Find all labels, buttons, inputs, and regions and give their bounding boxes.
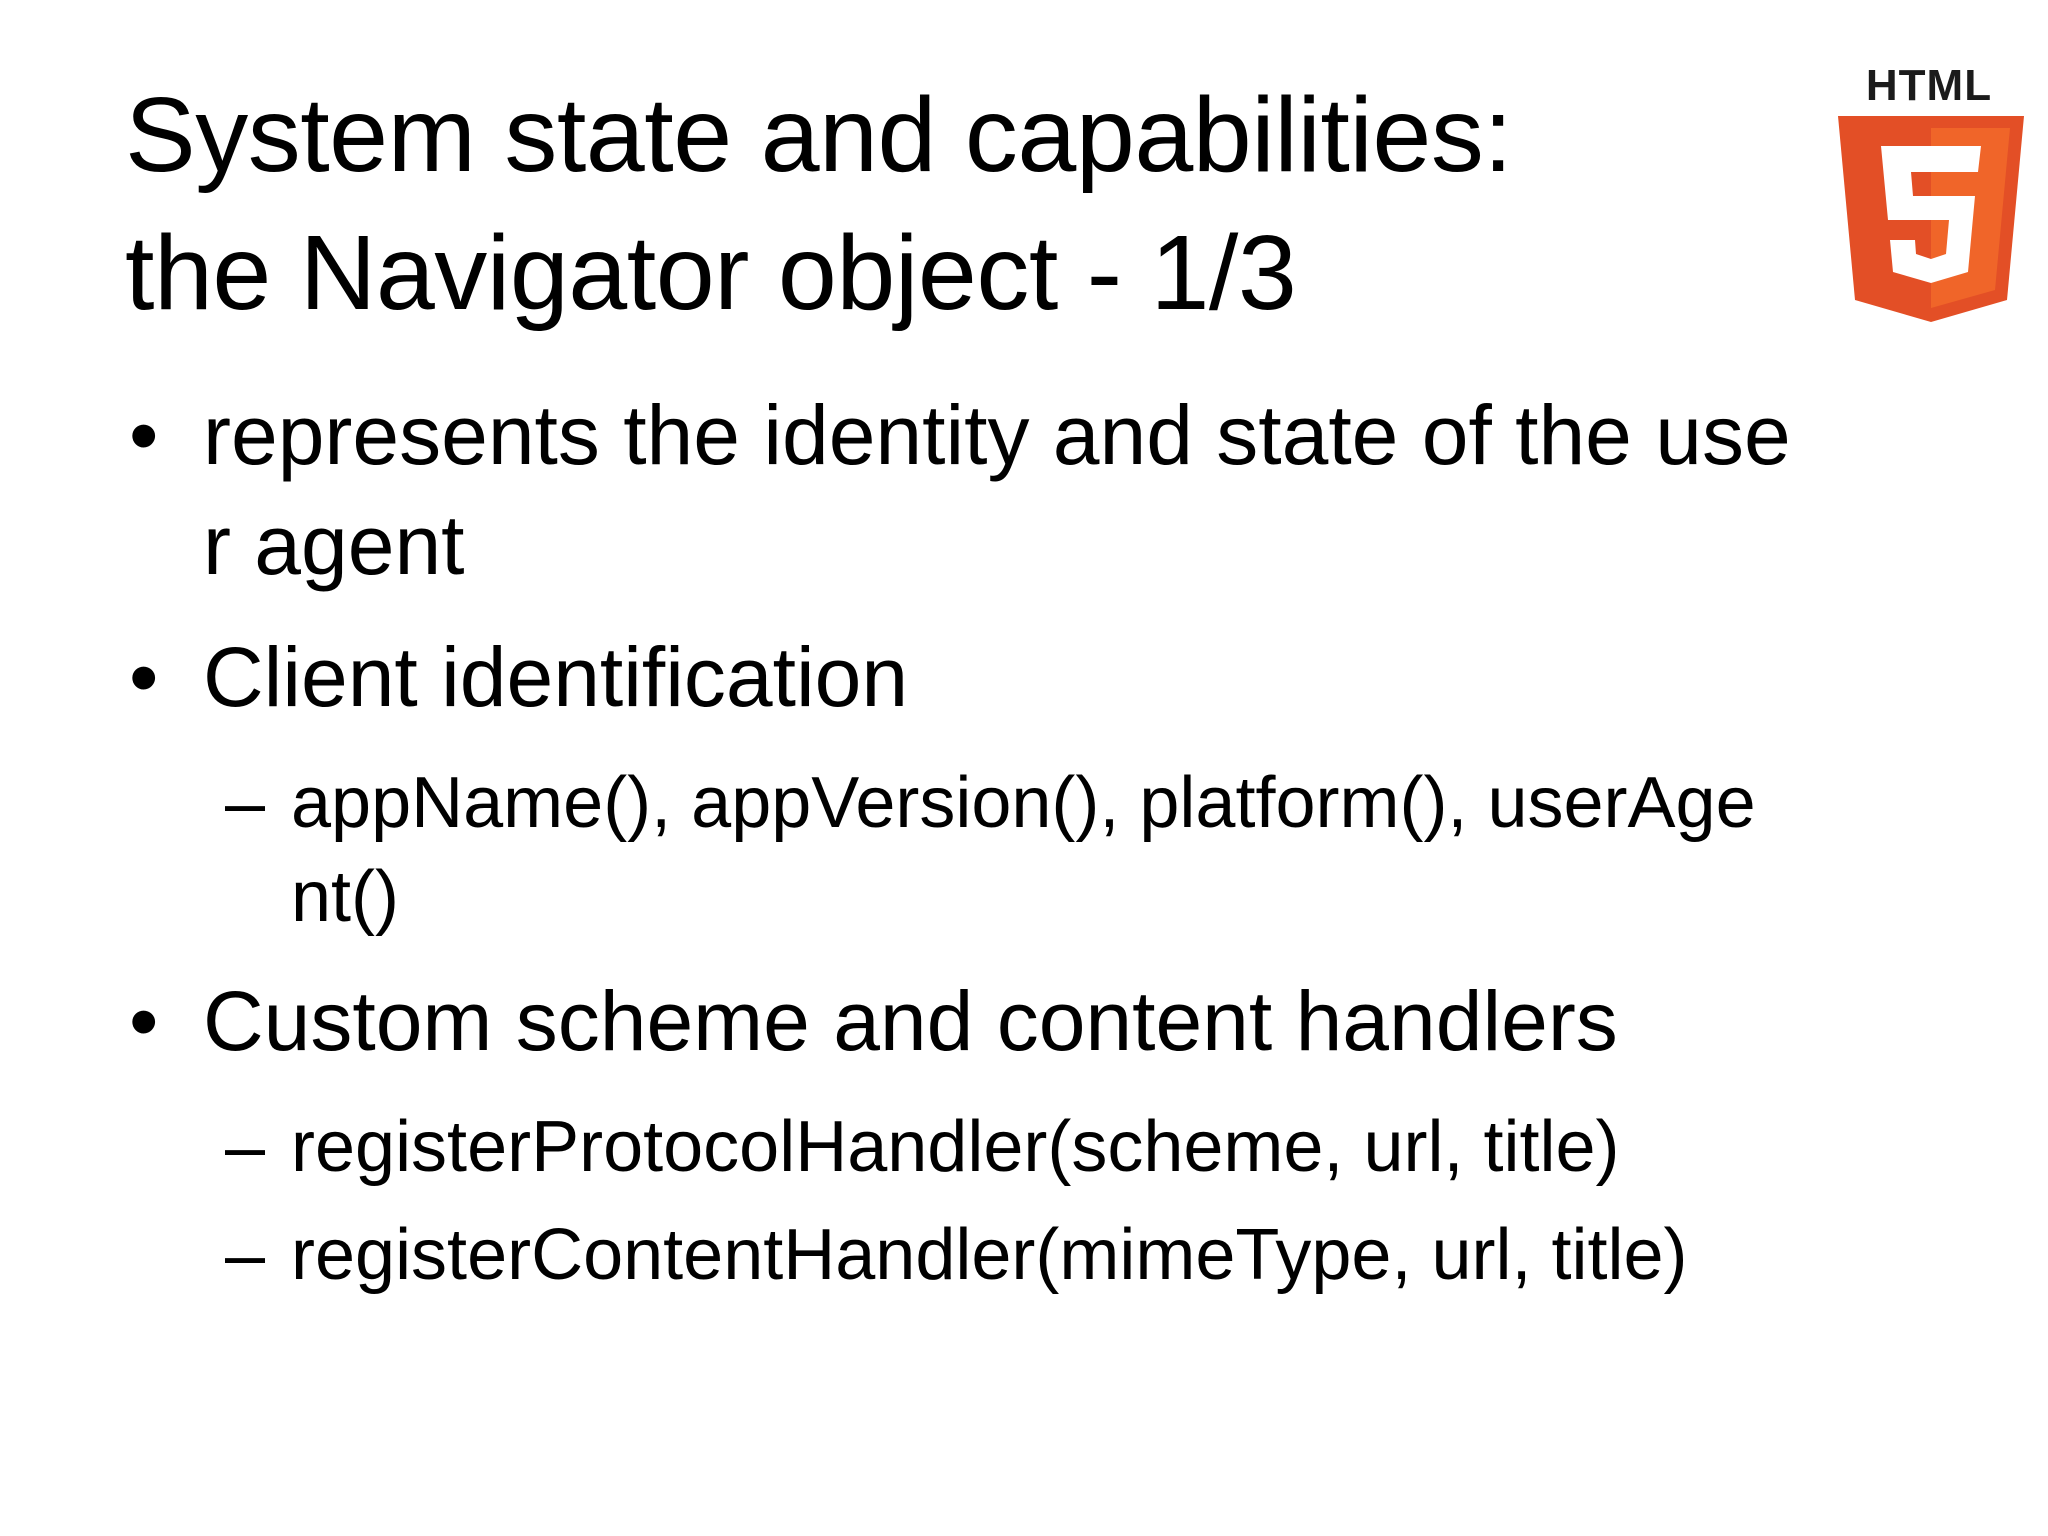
logo-numeral [1881, 146, 1981, 283]
sub-bullet-marker: – [225, 1107, 266, 1187]
sub-bullet-text-line: registerContentHandler(mimeType, url, title) [291, 1215, 1688, 1295]
sub-bullet-item [125, 1208, 1955, 1302]
bullet-text-line: Client identification [203, 630, 909, 724]
bullet-marker: • [129, 388, 159, 482]
bullet-marker: • [129, 974, 159, 1068]
slide-title-line-2: the Navigator object - 1/3 [125, 214, 1297, 332]
sub-bullet-text-line: registerProtocolHandler(scheme, url, title) [291, 1107, 1620, 1187]
bullet-item [125, 622, 1955, 732]
bullet-text-line: Custom scheme and content handlers [203, 974, 1618, 1068]
bullet-list [125, 380, 1955, 1302]
sub-bullet-marker: – [225, 763, 266, 843]
bullet-marker: • [129, 630, 159, 724]
sub-bullet-text-line: nt() [291, 857, 399, 937]
bullet-text-line: represents the identity and state of the use [203, 388, 1791, 482]
slide-title-line-1: System state and capabilities: [125, 76, 1513, 194]
sub-bullet-item [125, 756, 1955, 944]
sub-bullet-item [125, 1100, 1955, 1194]
bullet-item [125, 380, 1955, 600]
bullet-item [125, 966, 1955, 1076]
html5-logo-icon [1836, 58, 2026, 322]
sub-bullet-text-line: appName(), appVersion(), platform(), userAge [291, 763, 1756, 843]
bullet-text-line: r agent [203, 498, 465, 592]
logo-wordmark: HTML [1865, 61, 1993, 110]
slide-title [125, 66, 1725, 342]
sub-bullet-marker: – [225, 1215, 266, 1295]
